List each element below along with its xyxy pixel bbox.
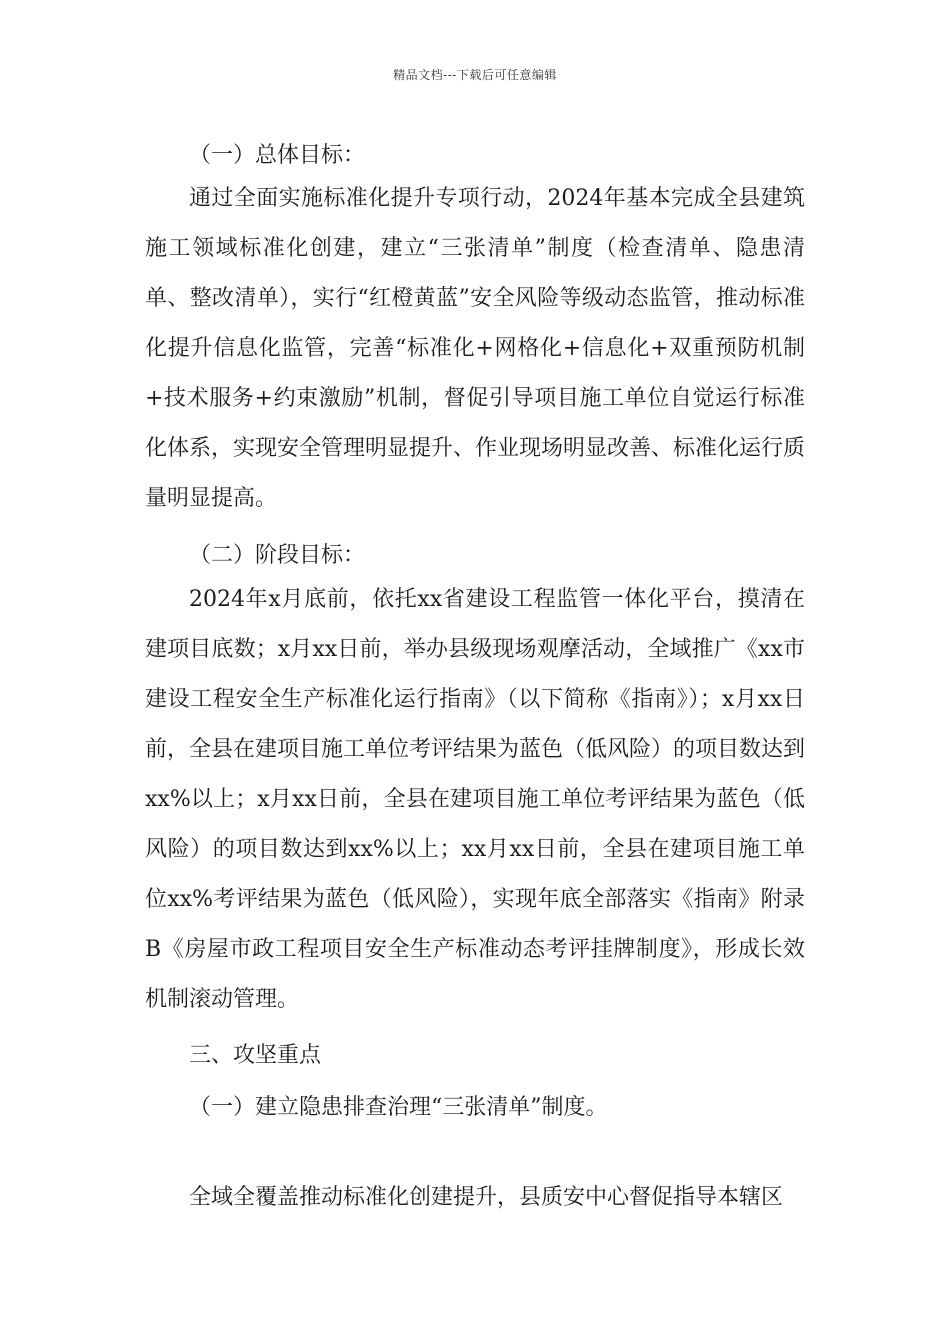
section-heading-overall-goal: （一）总体目标： <box>189 143 366 168</box>
page-header: 精品文档---下载后可任意编辑 <box>393 68 557 82</box>
section-heading-stage-goal: （二）阶段目标： <box>189 543 366 568</box>
paragraph-overall-goal: 通过全面实施标准化提升专项行动，2024年基本完成全县建筑施工领域标准化创建，建立“三张清单”制度（检查清单、隐患清单、整改清单），实行“红橙黄蓝”安全风险等级动态监管，推动标准化提升信息化监管，完善“标准化+网格化+信息化+双重预防机制+技术服务+约束激励”机制，督促引导项目施工单位自觉运行标准化体系，实现安全管理明显提升、作业现场明显改善、标准化运行质量明显提高。 <box>145 186 806 511</box>
paragraph-full-coverage: 全域全覆盖推动标准化创建提升，县质安中心督促指导本辖区 <box>189 1185 784 1210</box>
section-heading-key-points: 三、攻坚重点 <box>189 1043 322 1068</box>
section-heading-three-lists: （一）建立隐患排查治理“三张清单”制度。 <box>189 1095 608 1120</box>
paragraph-stage-goal: 2024年x月底前，依托xx省建设工程监管一体化平台，摸清在建项目底数；x月xx日前，举办县级现场观摩活动，全域推广《xx市建设工程安全生产标准化运行指南》（以下简称《指南》）；x月xx日前，全县在建项目施工单位考评结果为蓝色（低风险）的项目数达到xx%以上；x月xx日前，全县在建项目施工单位考评结果为蓝色（低风险）的项目数达到xx%以上；xx月xx日前，全县在建项目施工单位xx%考评结果为蓝色（低风险），实现年底全部落实《指南》附录B《房屋市政工程项目安全生产标准动态考评挂牌制度》，形成长效机制滚动管理。 <box>145 587 806 1012</box>
